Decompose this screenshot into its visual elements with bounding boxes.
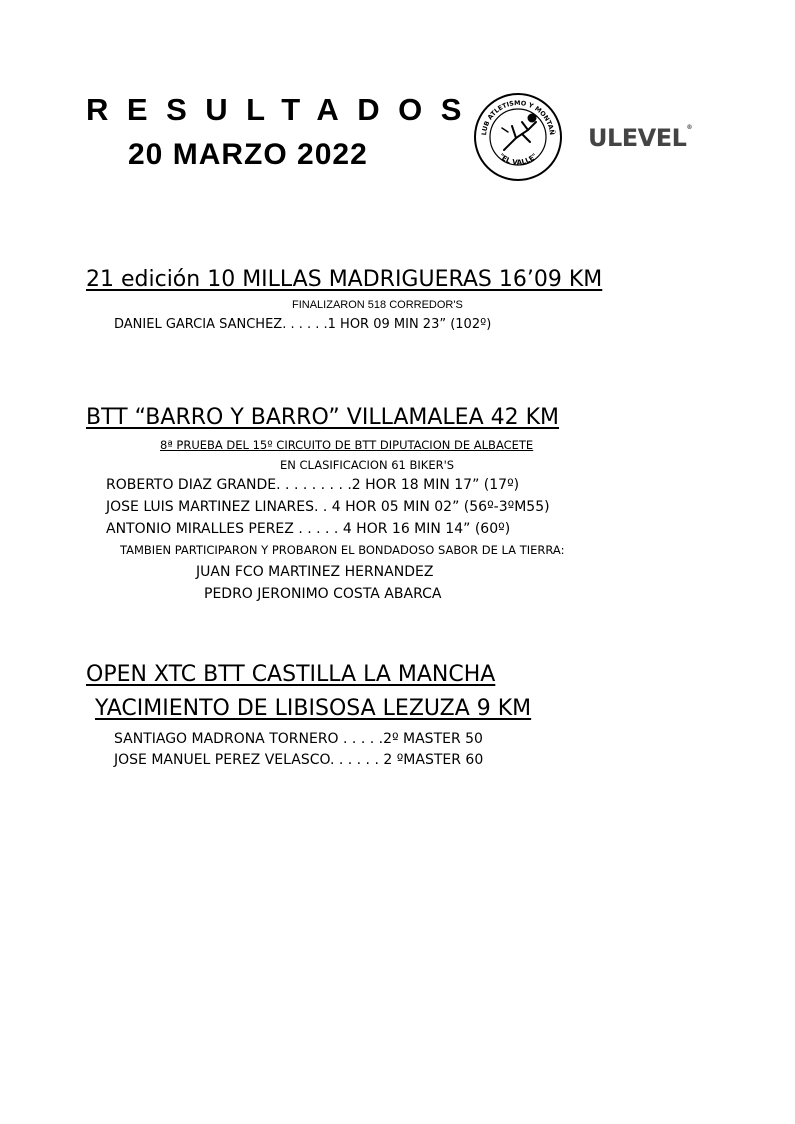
race1-result: DANIEL GARCIA SANCHEZ. . . . . .1 HOR 09 MIN 23” (102º) [114, 317, 492, 332]
race3-result-1: SANTIAGO MADRONA TORNERO . . . . .2º MASTER 50 [114, 731, 483, 747]
race2-heading: BTT “BARRO Y BARRO” VILLAMALEA 42 KM [86, 405, 560, 430]
race3-heading-line1: OPEN XTC BTT CASTILLA LA MANCHA [86, 662, 496, 687]
race2-participant-2: PEDRO JERONIMO COSTA ABARCA [204, 586, 442, 602]
page-title: RESULTADOS [86, 92, 480, 127]
svg-text:CLUB ATLETISMO Y MONTAÑA [472, 92, 557, 136]
club-logo [472, 92, 564, 182]
svg-text:"EL VALLE" [497, 152, 539, 167]
race3-result-2: JOSE MANUEL PEREZ VELASCO. . . . . . 2 ºMASTER 60 [114, 752, 484, 768]
runner-icon [502, 115, 536, 151]
registered-mark-icon: ® [686, 124, 692, 131]
logo-text-bottom: "EL VALLE" [497, 152, 539, 167]
race2-classification: EN CLASIFICACION 61 BIKER'S [280, 458, 455, 472]
race2-subtitle: 8ª PRUEBA DEL 15º CIRCUITO DE BTT DIPUTACION DE ALBACETE [160, 438, 534, 452]
page-date: 20 MARZO 2022 [128, 138, 368, 171]
race2-result-3: ANTONIO MIRALLES PEREZ . . . . . 4 HOR 16 MIN 14” (60º) [106, 521, 511, 537]
race1-finishers: FINALIZARON 518 CORREDOR'S [292, 299, 463, 311]
brand-logo-text: ULEVEL [588, 124, 687, 152]
race2-result-2: JOSE LUIS MARTINEZ LINARES. . 4 HOR 05 MIN 02” (56º-3ºM55) [106, 499, 550, 515]
race2-result-1: ROBERTO DIAZ GRANDE. . . . . . . . .2 HOR 18 MIN 17” (17º) [106, 477, 520, 493]
brand-logo [588, 124, 692, 152]
race3-heading-line2: YACIMIENTO DE LIBISOSA LEZUZA 9 KM [95, 696, 532, 721]
race1-heading: 21 edición 10 MILLAS MADRIGUERAS 16’09 KM [86, 267, 603, 292]
race2-also-note: TAMBIEN PARTICIPARON Y PROBARON EL BONDADOSO SABOR DE LA TIERRA: [120, 543, 565, 557]
race2-participant-1: JUAN FCO MARTINEZ HERNANDEZ [196, 564, 434, 580]
logo-text-top: LUB ATLETISMO Y MONTAÑ [480, 98, 557, 136]
